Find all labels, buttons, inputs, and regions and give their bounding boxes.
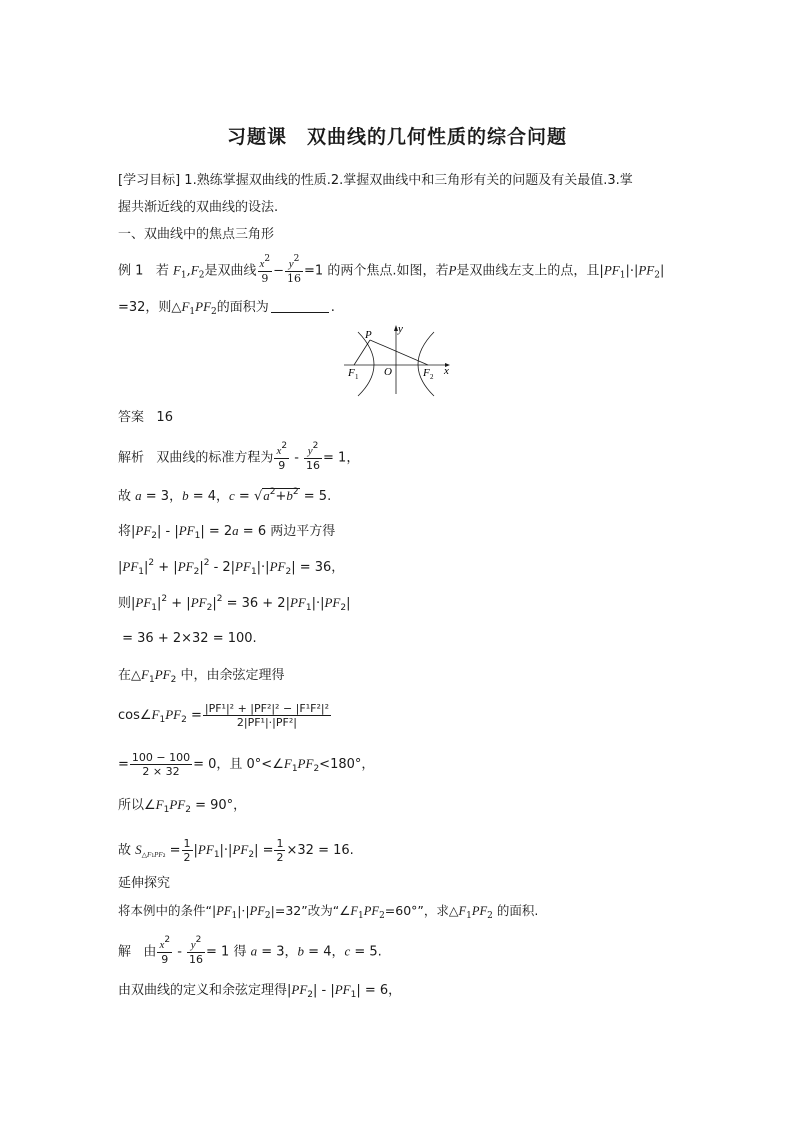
section-heading: 一、双曲线中的焦点三角形 bbox=[118, 227, 275, 242]
solution-line-5: 则$|PF_1|^2 + |PF_2|^2 = 36 + 2|PF_1|\cdot|PF_2|$ bbox=[118, 594, 351, 613]
solution-line-6: = 36 + 2×32 = 100. bbox=[122, 631, 257, 646]
page-title: 习题课 双曲线的几何性质的综合问题 bbox=[226, 126, 567, 148]
solution-line-4: $|PF_1|^2 + |PF_2|^2 - 2|PF_1|\cdot|PF_2| = 36$， bbox=[118, 558, 345, 577]
answer-line: 答案 16 bbox=[118, 410, 173, 425]
label-f1: F bbox=[348, 367, 355, 379]
solution-line-11: 故 $S_{\triangle F_1PF_2}$ = $\frac{1}{2}$ $|PF_1|\cdot|PF_2|$ = $\frac{1}{2}$ ×32 = 16. bbox=[118, 837, 354, 864]
objectives-line-2: 握共渐近线的双曲线的设法. bbox=[118, 200, 279, 215]
fraction: $\frac{y^2}{16}$ bbox=[306, 441, 321, 472]
label-y: y bbox=[398, 323, 403, 335]
label-p: P bbox=[365, 329, 372, 341]
fraction: $\frac{1}{2}$ bbox=[183, 837, 191, 864]
extension-solution-line-2: 由双曲线的定义和余弦定理得$|PF_2| - |PF_1| = 6$， bbox=[118, 982, 402, 1000]
example-line-1: 例 1 若 $F_1,F_2$是双曲线 $\frac{x^2}{9}$ − $\frac{y^2}{16}$ =1 的两个焦点.如图，若P是双曲线左支上的点，且$|PF_1|\cdot|PF_2|$ bbox=[118, 254, 665, 285]
label-f2: F bbox=[423, 367, 430, 379]
solution-line-7: 在$\triangle F_1PF_2$ 中，由余弦定理得 bbox=[118, 667, 285, 685]
objectives-label: [学习目标] bbox=[118, 173, 181, 188]
solution-line-1: 解析 双曲线的标准方程为 $\frac{x^2}{9}$ - $\frac{y^2}{16}$ = 1， bbox=[118, 441, 360, 472]
example-line-2: =32，则$\triangle F_1PF_2$的面积为 . bbox=[118, 299, 335, 317]
hyperbola-figure bbox=[340, 322, 455, 397]
fraction: $\frac{y^2}{16}$ bbox=[189, 935, 204, 966]
fraction: $\frac{\text{|PF¹|² + |PF²|² − |F¹F²|²}}{\text{2|PF¹|·|PF²|}}$ bbox=[204, 702, 329, 729]
fraction: $\frac{x^2}{9}$ bbox=[259, 254, 271, 285]
fraction: $\frac{1}{2}$ bbox=[276, 837, 284, 864]
answer-blank bbox=[271, 312, 329, 313]
label-o: O bbox=[384, 366, 392, 378]
solution-line-9: = $\frac{100 - 100}{2 \times 32}$ = 0，且 $0^\circ<\angle F_1PF_2<180^\circ$， bbox=[118, 751, 375, 778]
extension-solution-line-1: 解 由 $\frac{x^2}{9}$ - $\frac{y^2}{16}$ = 1 得 a = 3，b = 4，c = 5. bbox=[118, 935, 382, 966]
label-f2-sub: 2 bbox=[430, 373, 434, 381]
segment-pf2 bbox=[370, 340, 428, 365]
solution-line-10: 所以$\angle F_1PF_2 = 90^\circ$， bbox=[118, 797, 247, 815]
label-x: x bbox=[444, 365, 449, 377]
fraction: $\frac{100 - 100}{2 \times 32}$ bbox=[131, 751, 191, 778]
fraction: $\frac{y^2}{16}$ bbox=[287, 254, 302, 285]
label-f1-sub: 1 bbox=[355, 373, 359, 381]
fraction: $\frac{x^2}{9}$ bbox=[276, 441, 288, 472]
extension-text: 将本例中的条件“$|PF_1|\cdot|PF_2|=32$”改为“$\angle F_1PF_2=60^\circ$”，求$\triangle F_1PF_2$ 的面积. bbox=[118, 903, 539, 921]
fraction: $\frac{x^2}{9}$ bbox=[159, 935, 171, 966]
solution-line-2: 故 a = 3，b = 4，$c = √a^2+b^2 = 5$. bbox=[118, 487, 332, 504]
objectives-line-1: [学习目标] 1.熟练掌握双曲线的性质.2.掌握双曲线中和三角形有关的问题及有关最值.3.掌 bbox=[118, 173, 633, 188]
left-branch bbox=[358, 332, 374, 396]
solution-line-8: $\cos\angle F_1PF_2$ = $\frac{\text{|PF¹|² + |PF²|² − |F¹F²|²}}{\text{2|PF¹|·|PF²|}}$ bbox=[118, 702, 329, 729]
segment-pf1 bbox=[354, 340, 370, 365]
extension-heading: 延伸探究 bbox=[118, 876, 171, 891]
solution-line-3: 将$|PF_2| - |PF_1| = 2a = 6$ 两边平方得 bbox=[118, 523, 336, 541]
